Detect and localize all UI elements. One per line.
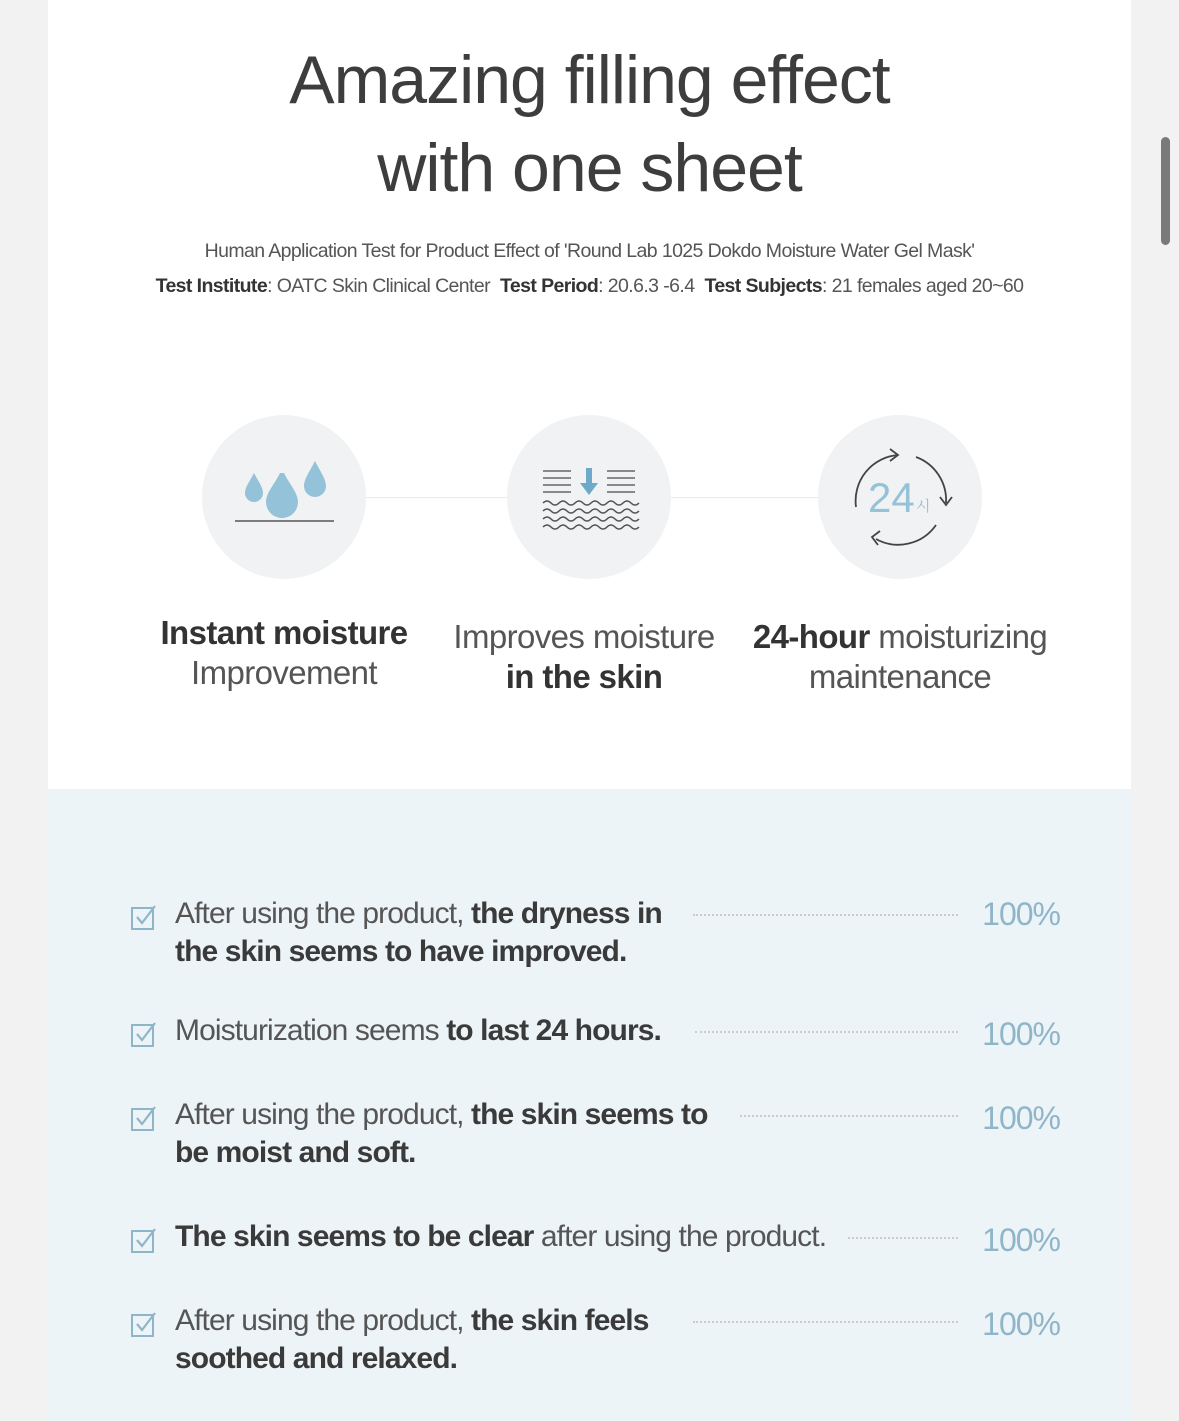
feature-icon-circle [202,415,366,579]
result-statement [175,1302,649,1378]
feature-title: Improves moisture [453,618,715,655]
svg-text:시: 시 [916,497,931,515]
feature-subtitle: Improvement [191,654,377,691]
moisture-layers-icon [507,415,671,579]
24-hour-cycle-icon [818,415,982,579]
statement-text: After using the product, [175,1304,472,1337]
checkbox-checked-icon [130,1020,158,1048]
statement-emphasis: The skin seems to be clear [175,1220,534,1253]
title-line-2: with one sheet [377,130,802,206]
page-title [48,36,1131,212]
dotted-leader [848,1237,958,1239]
feature-label [144,613,424,693]
statement-emphasis: the skin seems to [471,1098,708,1131]
product-detail-card [48,0,1131,1421]
period-value: : 20.6.3 -6.4 [598,275,695,297]
subjects-value: : 21 females aged 20~60 [822,275,1024,297]
result-percentage: 100% [982,1016,1060,1052]
feature-label [439,617,729,697]
checkbox-checked-icon [130,903,158,931]
result-percentage: 100% [982,1222,1060,1258]
statement-emphasis: soothed and relaxed. [175,1342,458,1375]
dotted-leader [740,1115,958,1117]
dotted-leader [695,1031,958,1033]
results-section [48,789,1131,1421]
scrollbar-thumb[interactable] [1161,137,1170,245]
institute-label: Test Institute [155,275,268,297]
period-label: Test Period [500,275,599,297]
result-percentage: 100% [982,896,1060,932]
water-drops-icon [202,415,366,579]
statement-emphasis: to last 24 hours. [446,1014,661,1047]
feature-subtitle: maintenance [808,658,992,695]
statement-text: Moisturization seems [175,1014,447,1047]
feature-icon-circle [818,415,982,579]
result-statement [175,1096,708,1172]
connector-line [365,497,508,498]
feature-icon-circle [507,415,671,579]
result-statement [175,895,662,971]
feature-label [740,617,1060,697]
statement-emphasis: the dryness in [471,897,662,930]
statement-text: After using the product, [175,1098,472,1131]
checkbox-checked-icon [130,1226,158,1254]
dotted-leader [693,1321,958,1323]
test-details [48,269,1131,304]
checkbox-checked-icon [130,1310,158,1338]
result-percentage: 100% [982,1100,1060,1136]
svg-text:24: 24 [868,474,915,521]
feature-title-bold: 24-hour [752,618,870,655]
test-info [48,234,1131,304]
statement-text: After using the product, [175,897,472,930]
statement-emphasis: the skin seems to have improved. [175,935,627,968]
title-line-1: Amazing filling effect [289,42,890,118]
subjects-label: Test Subjects [704,275,822,297]
feature-subtitle: in the skin [505,658,663,695]
statement-emphasis: be moist and soft. [175,1136,416,1169]
result-percentage: 100% [982,1306,1060,1342]
dotted-leader [693,914,958,916]
statement-text: after using the product. [533,1220,827,1253]
result-statement [175,1218,826,1256]
feature-title-rest: moisturizing [869,618,1048,655]
connector-line [670,497,820,498]
statement-emphasis: the skin feels [471,1304,649,1337]
institute-value: : OATC Skin Clinical Center [267,275,491,297]
checkbox-checked-icon [130,1104,158,1132]
result-statement [175,1012,661,1050]
feature-title: Instant moisture [160,614,408,651]
test-description: Human Application Test for Product Effect of 'Round Lab 1025 Dokdo Moisture Water Gel Mask' [204,240,975,262]
